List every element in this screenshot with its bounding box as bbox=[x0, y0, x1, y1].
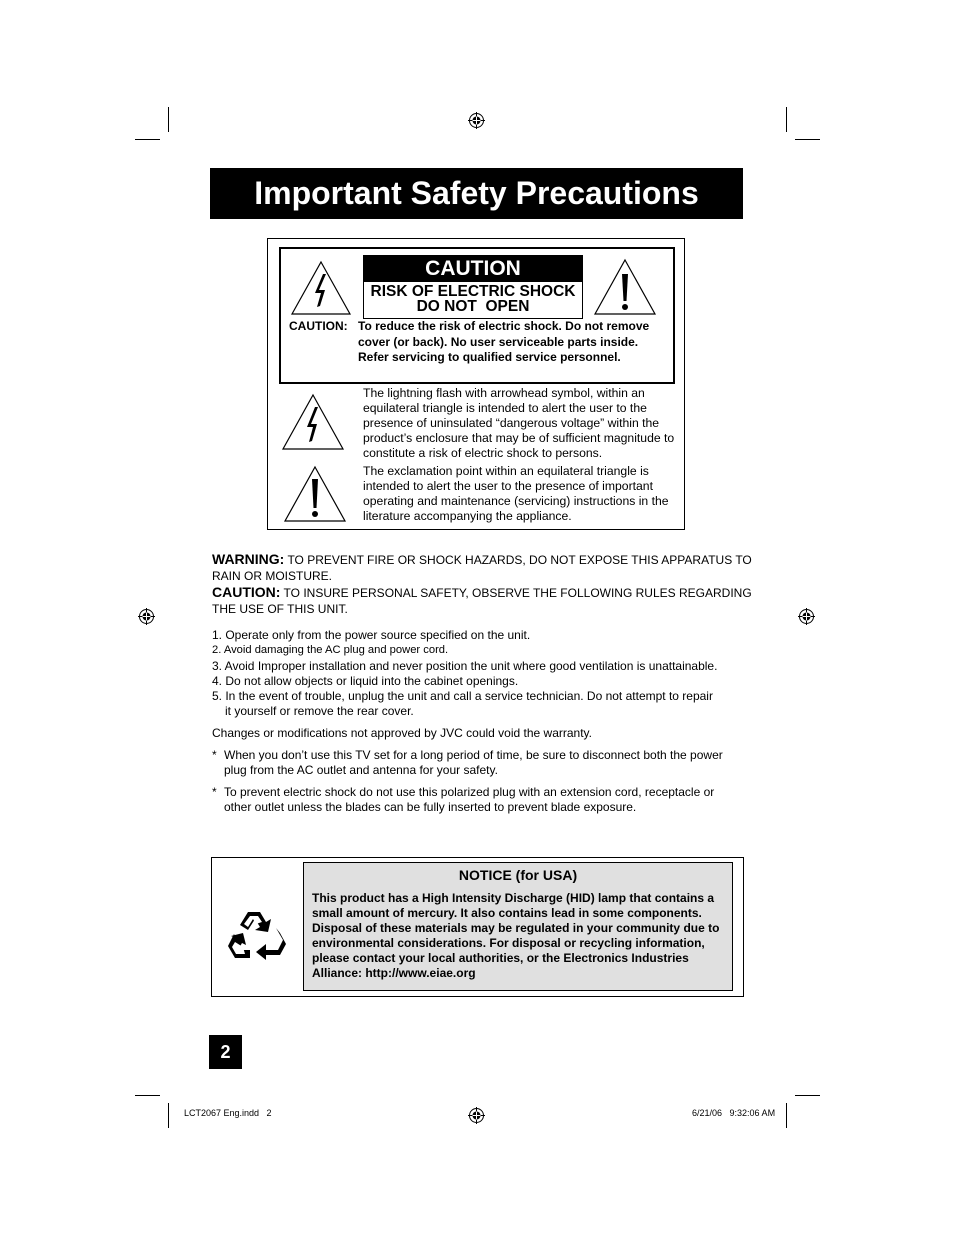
caution2-text: TO INSURE PERSONAL SAFETY, OBSERVE THE FOLLOWING RULES REGARDING THE USE OF THIS UNIT. bbox=[212, 586, 752, 616]
registration-mark-icon bbox=[468, 112, 485, 129]
caution-heading: CAUTION bbox=[363, 255, 583, 282]
caution-label: CAUTION: bbox=[289, 319, 348, 333]
risk-line-2: DO NOT OPEN bbox=[416, 298, 530, 315]
list-item: 1. Operate only from the power source specified on the unit. bbox=[212, 628, 531, 642]
caution-paragraph bbox=[212, 585, 752, 617]
notice-text: This product has a High Intensity Discharge (HID) lamp that contains a small amount of mercury. It also contains lead in some components. Disposal of these materials may be regulated in your community due to environmental considerations. For disposal or recycling information, please contact your local authorities, or the Electronics Industries Alliance: http://www.eiae.org bbox=[312, 891, 720, 980]
crop-mark bbox=[135, 1095, 160, 1096]
registration-mark-icon bbox=[138, 608, 155, 625]
exclamation-description: The exclamation point within an equilateral triangle is intended to alert the user to the presence of important operating and maintenance (servicing) instructions in the literature accompanying the appliance. bbox=[363, 464, 669, 523]
lightning-triangle-icon bbox=[290, 260, 352, 316]
recycle-icon bbox=[226, 906, 290, 966]
notice-title: NOTICE (for USA) bbox=[458, 867, 578, 883]
exclamation-triangle-icon bbox=[283, 465, 347, 523]
changes-note: Changes or modifications not approved by JVC could void the warranty. bbox=[212, 726, 592, 740]
crop-mark bbox=[168, 107, 169, 132]
warning-label: WARNING: bbox=[212, 551, 285, 567]
registration-mark-icon bbox=[798, 608, 815, 625]
page-title: Important Safety Precautions bbox=[210, 168, 743, 219]
rules-list bbox=[212, 628, 752, 720]
page-number: 2 bbox=[209, 1035, 242, 1069]
lightning-description: The lightning flash with arrowhead symbol, within an equilateral triangle is intended to alert the user to the presence of uninsulated “dangerous voltage” within the product’s enclosure that may be of sufficient magnitude to constitute a risk of electric shock to persons. bbox=[363, 386, 675, 460]
crop-mark bbox=[786, 1103, 787, 1128]
crop-mark bbox=[168, 1103, 169, 1128]
note-text: To prevent electric shock do not use this polarized plug with an extension cord, receptacle or other outlet unless the blades can be fully inserted to prevent blade exposure. bbox=[224, 785, 715, 815]
note-bullet: * bbox=[212, 785, 217, 799]
caution-text: To reduce the risk of electric shock. Do not remove cover (or back). No user serviceable parts inside. Refer servicing to qualified service personnel. bbox=[358, 319, 650, 364]
note-bullet: * bbox=[212, 748, 217, 762]
crop-mark bbox=[786, 107, 787, 132]
note-text: When you don’t use this TV set for a long period of time, be sure to disconnect both the power plug from the AC outlet and antenna for your safety. bbox=[224, 748, 723, 778]
risk-label bbox=[363, 282, 583, 319]
footer-timestamp: 6/21/06 9:32:06 AM bbox=[692, 1108, 776, 1118]
list-item: 4. Do not allow objects or liquid into the cabinet openings. bbox=[212, 673, 519, 688]
caution2-label: CAUTION: bbox=[212, 584, 281, 600]
list-item: 3. Avoid Improper installation and never position the unit where good ventilation is unattainable. bbox=[212, 658, 718, 673]
registration-mark-icon bbox=[468, 1107, 485, 1124]
warning-paragraph bbox=[212, 552, 752, 584]
exclamation-triangle-icon bbox=[593, 258, 657, 316]
crop-mark bbox=[135, 139, 160, 140]
footer-filename: LCT2067 Eng.indd 2 bbox=[184, 1108, 272, 1118]
risk-line-1: RISK OF ELECTRIC SHOCK bbox=[370, 283, 576, 300]
list-item: 2. Avoid damaging the AC plug and power cord. bbox=[212, 644, 449, 657]
lightning-triangle-icon bbox=[281, 393, 345, 451]
warning-text: TO PREVENT FIRE OR SHOCK HAZARDS, DO NOT EXPOSE THIS APPARATUS TO RAIN OR MOISTURE. bbox=[212, 553, 752, 583]
list-item: 5. In the event of trouble, unplug the unit and call a service technician. Do not attempt to repair bbox=[212, 689, 713, 704]
crop-mark bbox=[795, 139, 820, 140]
list-item: it yourself or remove the rear cover. bbox=[225, 704, 414, 719]
crop-mark bbox=[795, 1095, 820, 1096]
